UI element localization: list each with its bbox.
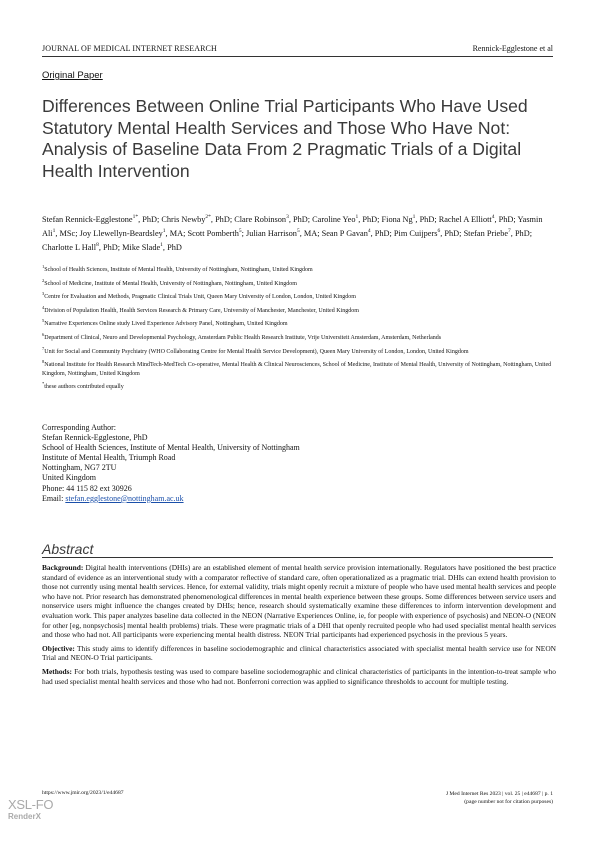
author-degree: PhD: [102, 243, 118, 252]
author-name: Charlotte L Hall: [42, 243, 97, 252]
affiliation-item: [42, 277, 558, 289]
journal-name: JOURNAL OF MEDICAL INTERNET RESEARCH: [42, 44, 217, 53]
author-name: Stefan Rennick-Egglestone: [42, 215, 133, 224]
affiliation-item: [42, 320, 558, 329]
affiliation-text: these authors contributed equally: [44, 384, 124, 391]
author-entry: Rachel A Elliott$^4$, PhD;: [438, 214, 518, 224]
author-degree: PhD: [215, 215, 230, 224]
affiliation-number: 3: [42, 291, 45, 297]
author-affil-ref: 3: [286, 214, 289, 221]
author-entry: Sean P Gavan$^4$, PhD;: [321, 228, 394, 238]
author-entry: Caroline Yeo$^1$, PhD;: [312, 214, 382, 224]
affiliation-text: Centre for Evaluation and Methods, Pragmatic Clinical Trials Unit, Queen Mary University of London, London, United Kingdom: [44, 294, 356, 301]
author-entry: Charlotte L Hall$^8$, PhD;: [42, 242, 123, 252]
corresponding-address-2: Institute of Mental Health, Triumph Road: [42, 453, 176, 463]
author-affil-ref: 4: [491, 214, 495, 221]
affiliation-text: Unit for Social and Community Psychiatry (WHO Collaborating Centre for Mental Health Service Development), Queen Mary University of London, London, United Kingdom: [44, 348, 469, 355]
email-link[interactable]: stefan.egglestone@nottingham.ac.uk: [65, 493, 184, 503]
page-note: (page number not for citation purposes): [464, 799, 553, 805]
affiliation-number: 6: [42, 331, 45, 337]
author-degree: PhD: [514, 229, 530, 238]
footer-url: https://www.jmir.org/2023/1/e44687: [42, 790, 124, 796]
email-label: Email:: [42, 493, 64, 503]
affiliation-number: 5: [42, 318, 45, 324]
author-affil-ref: 1: [52, 228, 56, 235]
affiliation-number: 4: [42, 304, 45, 310]
affiliation-number: 1: [42, 264, 45, 269]
author-entry: Fiona Ng$^1$, PhD;: [381, 214, 439, 224]
article-type: Original Paper: [42, 70, 103, 81]
author-name: Chris Newby: [161, 215, 206, 224]
author-degree: PhD: [444, 229, 460, 238]
abstract-body: [42, 563, 556, 690]
affiliation-number: 7: [42, 345, 45, 351]
author-name: Mike Slade: [122, 243, 161, 252]
background-label: Background:: [42, 563, 84, 572]
affiliation-list: [42, 266, 558, 397]
abstract-objective: [42, 644, 556, 663]
corresponding-address-4: United Kingdom: [42, 473, 96, 483]
author-name: Pim Cuijpers: [393, 229, 438, 238]
author-affil-ref: 8: [96, 242, 99, 249]
author-affil-ref: 4: [367, 228, 371, 235]
author-degree: PhD: [167, 243, 182, 252]
author-affil-ref: 1*: [132, 214, 139, 221]
affiliation-item: [42, 361, 558, 378]
author-degree: MA: [169, 229, 184, 238]
author-entry: Julian Harrison$^5$, MA;: [246, 228, 322, 238]
header-divider: [42, 56, 553, 57]
author-name: Sean P Gavan: [321, 229, 368, 238]
author-name: Rachel A Elliott: [438, 215, 492, 224]
corresponding-email-line: [42, 494, 558, 504]
author-degree: PhD: [142, 215, 157, 224]
author-entry: Clare Robinson$^3$, PhD;: [234, 214, 313, 224]
author-degree: PhD: [362, 215, 378, 224]
author-name: Clare Robinson: [234, 215, 287, 224]
author-affil-ref: 1: [162, 228, 166, 235]
author-name: Julian Harrison: [246, 229, 297, 238]
author-affil-ref: 1: [412, 214, 416, 221]
author-entry: Chris Newby$^{2*}$, PhD;: [161, 214, 235, 224]
author-entry: Stefan Priebe$^7$, PhD;: [463, 228, 533, 238]
affiliation-text: Department of Clinical, Neuro and Developmental Psychology, Amsterdam Public Health Research Institute, Vrije Universiteit Amsterdam, Amsterdam, Netherlands: [44, 334, 442, 341]
objective-label: Objective:: [42, 643, 75, 653]
abstract-methods: [42, 667, 556, 686]
author-affil-ref: 6: [437, 228, 441, 235]
affiliation-item: [42, 383, 558, 392]
affiliation-number: 2: [42, 277, 45, 283]
footer-citation: [446, 790, 553, 806]
author-name: Yasmin Ali: [42, 215, 543, 238]
citation-text: J Med Internet Res 2023 | vol. 25 | e44687 | p. 1: [445, 791, 553, 797]
author-affil-ref: 5: [238, 228, 242, 235]
author-entry: Joy Llewellyn-Beardsley$^1$, MA;: [79, 228, 188, 238]
author-name: Stefan Priebe: [463, 229, 509, 238]
corresponding-name: Stefan Rennick-Egglestone, PhD: [42, 433, 148, 443]
xslfo-logo: XSL-FO: [8, 797, 54, 812]
author-name: Caroline Yeo: [312, 215, 356, 224]
author-degree: PhD: [498, 215, 514, 224]
objective-text: This study aims to identify differences in baseline sociodemographic and clinical characteristics associated with specialist mental health service use for NEON Trial and NEON-O Trial participants.: [42, 643, 556, 663]
author-degree: MA: [303, 229, 318, 238]
affiliation-number: *: [42, 381, 45, 387]
affiliation-text: Division of Population Health, Health Services Research & Primary Care, University of Manchester, Manchester, United Kingdom: [44, 307, 359, 314]
affiliation-item: [42, 293, 558, 302]
author-affil-ref: 2*: [205, 214, 211, 221]
author-entry: Yasmin Ali$^1$, MSc;: [42, 215, 543, 238]
author-entry: Pim Cuijpers$^6$, PhD;: [393, 228, 464, 238]
author-degree: PhD: [292, 215, 308, 224]
author-entry: Stefan Rennick-Egglestone$^{1*}$, PhD;: [42, 214, 162, 224]
renderx-logo: RenderX: [8, 812, 41, 821]
methods-text: For both trials, hypothesis testing was used to compare baseline sociodemographic and clinical characteristics of participants in the intention-to-treat sample who had used specialist mental health services and those who had not. Bonferroni correction was applied to significance thresholds to account for multiple testing.: [42, 666, 556, 686]
author-affil-ref: 5: [296, 228, 300, 235]
author-degree: MSc: [59, 229, 76, 238]
background-text: Digital health interventions (DHIs) are an established element of mental health service provision internationally. Regulators have positioned the best practice standard of evidence as an interventional study with a comparator reflective of standard care, often operationalized as a pragmatic trial. DHIs can extend health provision to those not currently using mental health services. Hence, for external validity, trials might openly recruit a mixture of people who have used mental health services and people who have not. Prior research has demonstrated phenomenological differences in mental health experience between these groups. Some differences between service users and nonservice users might influence the changes created by DHIs; hence, research should systematically examine these differences to inform intervention development and evaluation work. This paper analyzes baseline data collected in the NEON (Narrative Experiences Online, ie, for people with experience of psychosis) and NEON-O (NEON for other [eg, nonpsychosis] mental health problems) trials. These were pragmatic trials of a DHI that openly recruited people who had used specialist mental health services and those who had not. All participants were experiencing mental health distress. NEON Trial participants had experienced psychosis in the previous 5 years.: [42, 563, 556, 640]
article-title: Differences Between Online Trial Participants Who Have Used Statutory Mental Health Services and Those Who Have Not: Analysis of Baseline Data From 2 Pragmatic Trials of a Digital Health Intervention: [42, 96, 528, 181]
abstract-divider: [42, 557, 553, 558]
author-name: Joy Llewellyn-Beardsley: [79, 229, 163, 238]
affiliation-number: 8: [42, 359, 45, 365]
author-entry: Scott Pomberth$^5$;: [187, 228, 246, 238]
author-affil-ref: 1: [160, 242, 163, 249]
author-entry: Mike Slade$^1$, PhD: [122, 242, 182, 252]
affiliation-item: [42, 266, 558, 275]
methods-label: Methods:: [42, 666, 72, 676]
abstract-background: [42, 563, 556, 640]
author-degree: PhD: [419, 215, 435, 224]
corresponding-phone: Phone: 44 115 82 ext 30926: [42, 483, 132, 493]
affiliation-item: [42, 304, 558, 316]
corresponding-author: [42, 423, 558, 504]
corresponding-address-1: School of Health Sciences, Institute of Mental Health, University of Nottingham: [42, 443, 300, 453]
author-degree: PhD: [374, 229, 390, 238]
author-name: Fiona Ng: [381, 215, 413, 224]
affiliation-text: Narrative Experiences Online study Lived Experience Advisory Panel, Nottingham, United Kingdom: [44, 321, 288, 328]
author-affil-ref: 1: [355, 214, 359, 221]
abstract-heading: Abstract: [42, 541, 94, 557]
affiliation-item: [42, 331, 558, 343]
affiliation-item: [42, 345, 558, 357]
corresponding-address-3: Nottingham, NG7 2TU: [42, 463, 117, 473]
affiliation-text: School of Medicine, Institute of Mental Health, University of Nottingham, Nottingham, United Kingdom: [44, 280, 297, 287]
running-authors: Rennick-Egglestone et al: [472, 44, 553, 53]
affiliation-text: School of Health Sciences, Institute of Mental Health, University of Nottingham, Nottingham, United Kingdom: [44, 267, 313, 273]
corresponding-label: Corresponding Author:: [42, 423, 116, 432]
author-list: [42, 213, 558, 255]
author-affil-ref: 7: [508, 228, 511, 235]
affiliation-text: National Institute for Health Research MindTech-MedTech Co-operative, Mental Health & Clinical Neurosciences, School of Medicine, Institute of Mental Health, University of Nottingham, Nottingham, United Kingdom, Nottingham, United Kingdom: [42, 362, 552, 377]
author-name: Scott Pomberth: [187, 229, 239, 238]
